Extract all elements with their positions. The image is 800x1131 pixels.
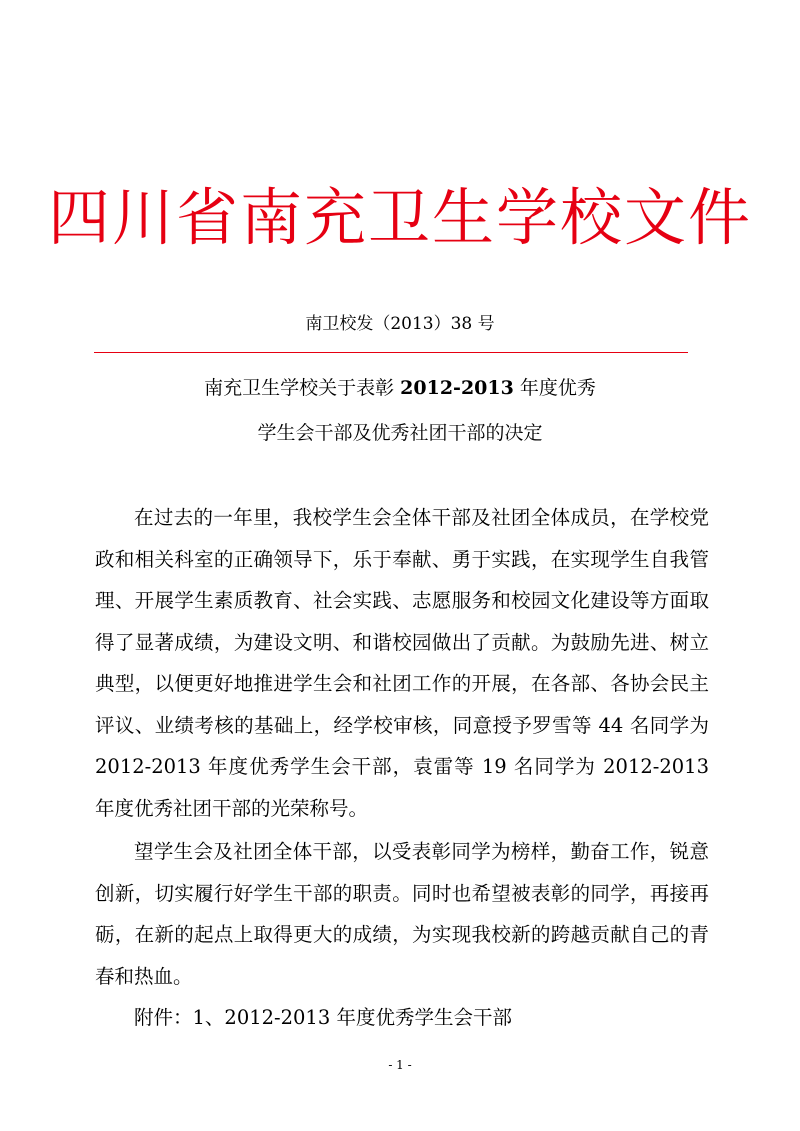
paragraph-text: 在过去的一年里，我校学生会全体干部及社团全体成员，在学校党政和相关科室的正确领导下，乐于奉献、勇于实践，在实现学生自我管理、开展学生素质教育、社会实践、志愿服务和校园文化建设等方面取得了显著成绩，为建设文明、和谐校园做出了贡献。为鼓励先进、树立典型，以便更好地推进学生会和社团工作的开展，在各部、各协会民主评议、业绩考核的基础上，经学校审核，同意授予罗雪等 44 名同学为 2012-2013 年度优秀学生会干部，袁雷等 19 名同学为 2012-2013 年度优秀社团干部的光荣称号。	[95, 506, 709, 820]
attachment-line	[95, 997, 709, 1039]
document-title-line-1	[0, 374, 800, 402]
attachment-text: 附件：1、2012-2013 年度优秀学生会干部	[134, 1006, 512, 1029]
title-line-1-suffix: 年度优秀	[513, 377, 596, 399]
page-number: - 1 -	[388, 1058, 412, 1072]
body-paragraph-2	[95, 831, 709, 997]
title-line-1-year: 2012-2013	[400, 377, 514, 399]
red-divider-rule	[94, 352, 688, 353]
document-number: 南卫校发（2013）38 号	[305, 314, 495, 334]
document-title-line-2: 学生会干部及优秀社团干部的决定	[257, 422, 543, 444]
org-header-title: 四川省南充卫生学校文件	[47, 181, 752, 254]
title-line-1-prefix: 南充卫生学校关于表彰	[204, 377, 401, 399]
body-paragraph-1	[95, 497, 709, 829]
paragraph-text: 望学生会及社团全体干部，以受表彰同学为榜样，勤奋工作，锐意创新，切实履行好学生干部的职责。同时也希望被表彰的同学，再接再砺，在新的起点上取得更大的成绩，为实现我校新的跨越贡献自己的青春和热血。	[95, 840, 709, 988]
